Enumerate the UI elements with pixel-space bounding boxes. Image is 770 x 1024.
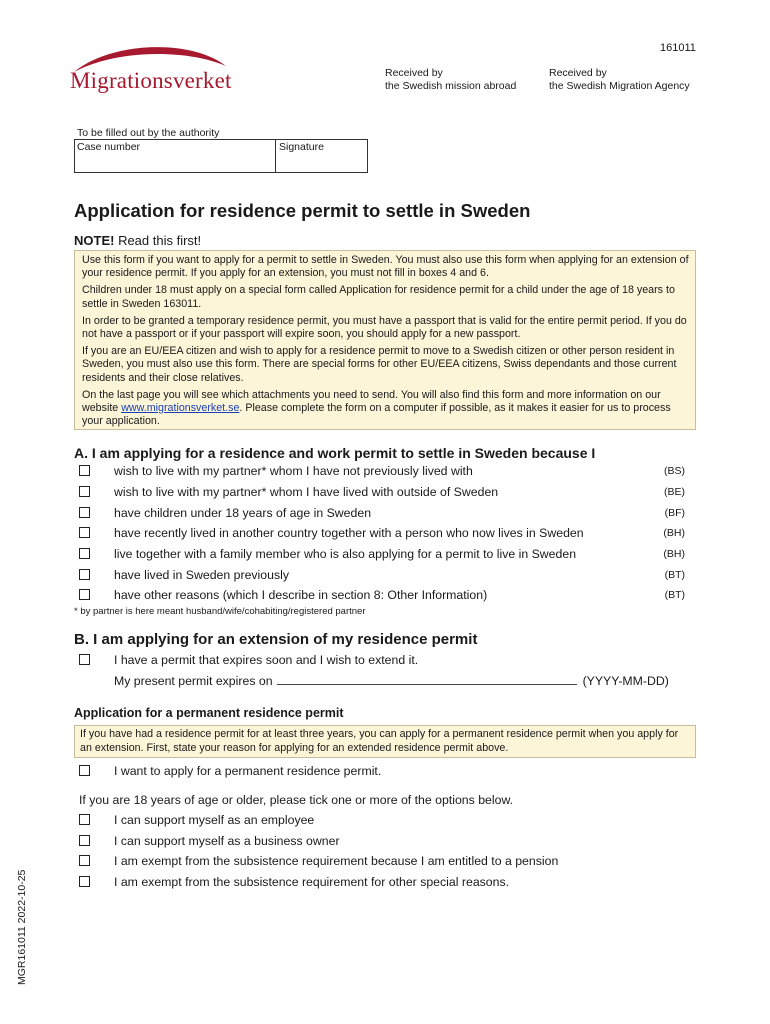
option-label: I can support myself as a business owner <box>114 834 340 848</box>
option-label: I want to apply for a permanent residence permit. <box>114 764 382 778</box>
form-number: 161011 <box>660 42 696 54</box>
option-label: I am exempt from the subsistence requirement because I am entitled to a pension <box>114 854 559 868</box>
note-heading <box>74 233 201 248</box>
permanent-heading: Application for a permanent residence permit <box>74 706 344 720</box>
date-format-hint: (YYYY-MM-DD) <box>582 674 669 688</box>
logo-text: Migrationsverket <box>70 68 232 93</box>
option-label: I can support myself as an employee <box>114 813 315 827</box>
note-last-post: . Please complete the form on a computer if possible, as it makes it easier for us to process your application. <box>82 402 671 428</box>
checkbox[interactable] <box>79 835 90 846</box>
option-label: have recently lived in another country together with a person who now lives in Sweden <box>114 526 584 540</box>
permanent-info-box <box>74 725 696 758</box>
expires-field[interactable] <box>114 674 669 688</box>
option-label: have lived in Sweden previously <box>114 568 289 582</box>
section-a-option[interactable] <box>79 506 689 524</box>
option-code: (BH) <box>663 527 685 539</box>
checkbox[interactable] <box>79 548 90 559</box>
expiry-date-row <box>79 674 689 692</box>
permanent-option[interactable] <box>79 764 689 782</box>
checkbox[interactable] <box>79 855 90 866</box>
option-label: wish to live with my partner* whom I have not previously lived with <box>114 464 473 478</box>
checkbox[interactable] <box>79 527 90 538</box>
section-a-option[interactable] <box>79 485 689 503</box>
section-b-option[interactable] <box>79 653 689 671</box>
option-label: live together with a family member who is also applying for a permit to live in Sweden <box>114 547 577 561</box>
option-code: (BE) <box>664 486 685 498</box>
note-heading-bold: NOTE! <box>74 233 115 248</box>
checkbox[interactable] <box>79 589 90 600</box>
note-paragraph: If you are an EU/EEA citizen and wish to apply for a residence permit to move to a Swedish citizen or other person resident in Sweden, you must also use this form. There are special forms for other EU/EEA citizens, Swiss dependants and those current residents and their close relatives. <box>82 345 677 384</box>
section-a-option[interactable] <box>79 568 689 586</box>
side-form-code: MGR161011 2022-10-25 <box>16 869 28 985</box>
section-a-option[interactable] <box>79 464 689 482</box>
option-code: (BT) <box>664 589 685 601</box>
checkbox[interactable] <box>79 486 90 497</box>
checkbox[interactable] <box>79 569 90 580</box>
support-option[interactable] <box>79 854 689 872</box>
option-label: wish to live with my partner* whom I have lived with outside of Sweden <box>114 485 499 499</box>
note-paragraph: In order to be granted a temporary residence permit, you must have a passport that is valid for the entire permit period. If you do not have a passport or if your passport will expire soon, you should apply for a new passport. <box>82 314 687 341</box>
expiry-date-input[interactable] <box>277 674 577 685</box>
note-last-pre: On the last page you will see which attachments you need to send. You will also find this form and more information on our website <box>82 388 661 415</box>
authority-divider <box>275 140 276 172</box>
case-number-label: Case number <box>77 141 141 153</box>
note-heading-rest: Read this first! <box>114 233 202 248</box>
section-a-option[interactable] <box>79 588 689 606</box>
age-note: If you are 18 years of age or older, please tick one or more of the options below. <box>79 793 514 807</box>
note-paragraph-last <box>82 389 689 429</box>
section-b-heading: B. I am applying for an extension of my residence permit <box>74 631 478 648</box>
option-code: (BS) <box>664 465 685 477</box>
received-agency-label: Received by the Swedish Migration Agency <box>549 67 690 92</box>
checkbox[interactable] <box>79 814 90 825</box>
option-code: (BT) <box>664 569 685 581</box>
partner-footnote: * by partner is here meant husband/wife/cohabiting/registered partner <box>74 606 366 617</box>
authority-box <box>74 139 368 173</box>
signature-label: Signature <box>279 141 324 153</box>
note-box <box>74 250 696 430</box>
logo <box>70 38 230 98</box>
website-link[interactable]: www.migrationsverket.se <box>121 402 240 415</box>
checkbox[interactable] <box>79 654 90 665</box>
checkbox[interactable] <box>79 507 90 518</box>
option-label: I am exempt from the subsistence requirement for other special reasons. <box>114 875 510 889</box>
option-label: have other reasons (which I describe in section 8: Other Information) <box>114 588 488 602</box>
option-code: (BF) <box>664 507 685 519</box>
section-a-option[interactable] <box>79 547 689 565</box>
received-mission-label: Received by the Swedish mission abroad <box>385 67 517 92</box>
checkbox[interactable] <box>79 876 90 887</box>
note-paragraph: Children under 18 must apply on a special form called Application for residence permit for a child under the age of 18 years to settle in Sweden 163011. <box>82 284 675 310</box>
permanent-info-text: If you have had a residence permit for at least three years, you can apply for a permanent residence permit when you apply for an extension. First, state your reason for applying for an extended residence permit above. <box>80 728 679 754</box>
case-number-field[interactable] <box>75 140 275 172</box>
option-label: I have a permit that expires soon and I wish to extend it. <box>114 653 419 667</box>
page-title: Application for residence permit to settle in Sweden <box>74 200 531 221</box>
checkbox[interactable] <box>79 765 90 776</box>
support-option[interactable] <box>79 875 689 893</box>
expires-label: My present permit expires on <box>114 674 273 688</box>
signature-field[interactable] <box>277 140 367 172</box>
support-option[interactable] <box>79 813 689 831</box>
checkbox[interactable] <box>79 465 90 476</box>
note-paragraph: Use this form if you want to apply for a permit to settle in Sweden. You must also use this form when applying for an extension of your residence permit. If you apply for an extension, you must not fill in boxes 4 and 6. <box>82 254 689 280</box>
section-a-heading: A. I am applying for a residence and work permit to settle in Sweden because I <box>74 445 596 461</box>
support-option[interactable] <box>79 834 689 852</box>
option-label: have children under 18 years of age in Sweden <box>114 506 372 520</box>
authority-caption: To be filled out by the authority <box>77 127 220 139</box>
option-code: (BH) <box>663 548 685 560</box>
section-a-option[interactable] <box>79 526 689 544</box>
